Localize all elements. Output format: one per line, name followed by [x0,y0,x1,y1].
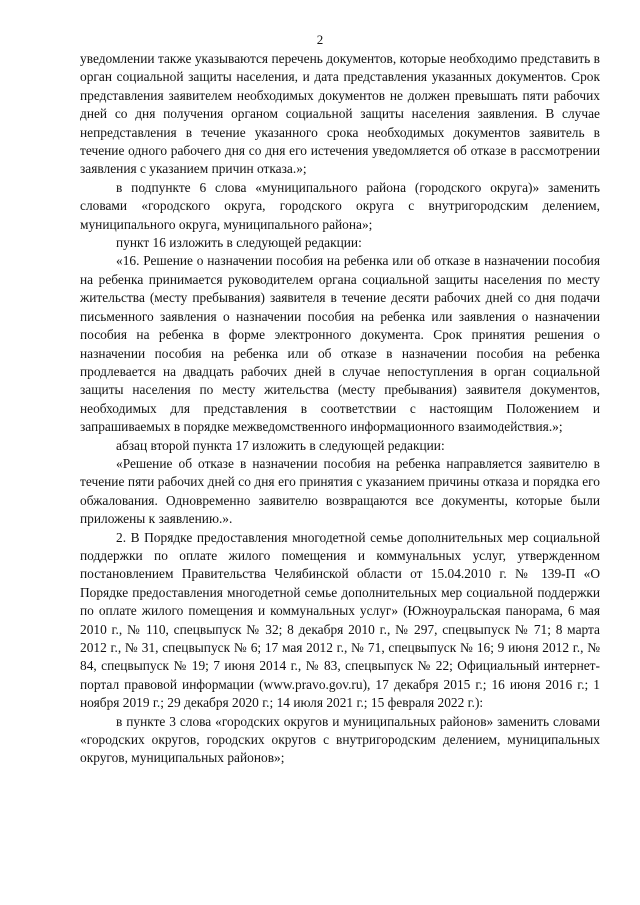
paragraph-item-16-text: «16. Решение о назначении пособия на ребенка или об отказе в назначении пособия на ребенка принимается руководителем органа социальной защиты населения по месту жительства (месту пребывания) заявителя в течение десяти рабочих дней со дня подачи письменного заявления о назначении пособия на ребенка или заявления о назначении пособия на ребенка в форме электронного документа. Срок принятия решения о назначении пособия на ребенка или об отказе в назначении пособия на ребенка продлевается на двадцать рабочих дней в случае непоступления в орган социальной защиты населения по месту жительства (месту пребывания) заявителя документов, необходимых для представления в соответствии с настоящим Положением и запрашиваемых в порядке межведомственного информационного взаимодействия.»; [80,253,600,435]
paragraph-item-17-text: «Решение об отказе в назначении пособия на ребенка направляется заявителю в течение пяти рабочих дней со дня его принятия с указанием причины отказа и порядка его обжалования. Одновременно заявителю возвращаются все документы, которые были приложены к заявлению.». [80,455,600,527]
document-body [80,50,600,768]
paragraph-item-3: в пункте 3 слова «городских округов и муниципальных районов» заменить словами «городских округов, городских округов с внутригородским делением, муниципальных округов, муниципальных районов»; [80,713,600,766]
paragraph-continuation: уведомлении также указываются перечень документов, которые необходимо представить в орган социальной защиты населения, и дата представления указанных документов. Срок представления заявителем необходимых документов не должен превышать пяти рабочих дней со дня получения органом социальной защиты населения заявления. В случае непредставления в течение указанного срока необходимых документов заявитель в течение одного рабочего дня со дня его истечения уведомляется об отказе в рассмотрении заявления с указанием причин отказа.»; [80,51,600,177]
paragraph-subitem-6: в подпункте 6 слова «муниципального района (городского округа)» заменить словами «городского округа, городского округа с внутригородским делением, муниципального округа, муниципального района»; [80,179,600,232]
paragraph-item-16-intro: пункт 16 изложить в следующей редакции: [116,235,362,251]
paragraph-item-17-intro: абзац второй пункта 17 изложить в следующей редакции: [116,437,445,453]
page-number: 2 [316,32,324,47]
paragraph-section-2: 2. В Порядке предоставления многодетной семье дополнительных мер социальной поддержки по оплате жилого помещения и коммунальных услуг, утвержденном постановлением Правительства Челябинской области от 15.04.2010 г. № 139-П «О Порядке предоставления многодетной семье дополнительных мер социальной поддержки по оплате жилого помещения и коммунальных услуг» (Южноуральская панорама, 6 мая 2010 г., № 110, спецвыпуск № 32; 8 декабря 2010 г., № 297, спецвыпуск № 71; 8 марта 2012 г., № 31, спецвыпуск № 6; 17 мая 2012 г., № 71, спецвыпуск № 16; 9 июня 2012 г., № 84, спецвыпуск № 19; 7 июня 2014 г., № 83, спецвыпуск № 22; Официальный интернет-портал правовой информации (www.pravo.gov.ru), 17 декабря 2015 г.; 16 июня 2016 г.; 1 ноября 2019 г.; 29 декабря 2020 г.; 14 июля 2021 г.; 15 февраля 2022 г.): [80,529,600,711]
